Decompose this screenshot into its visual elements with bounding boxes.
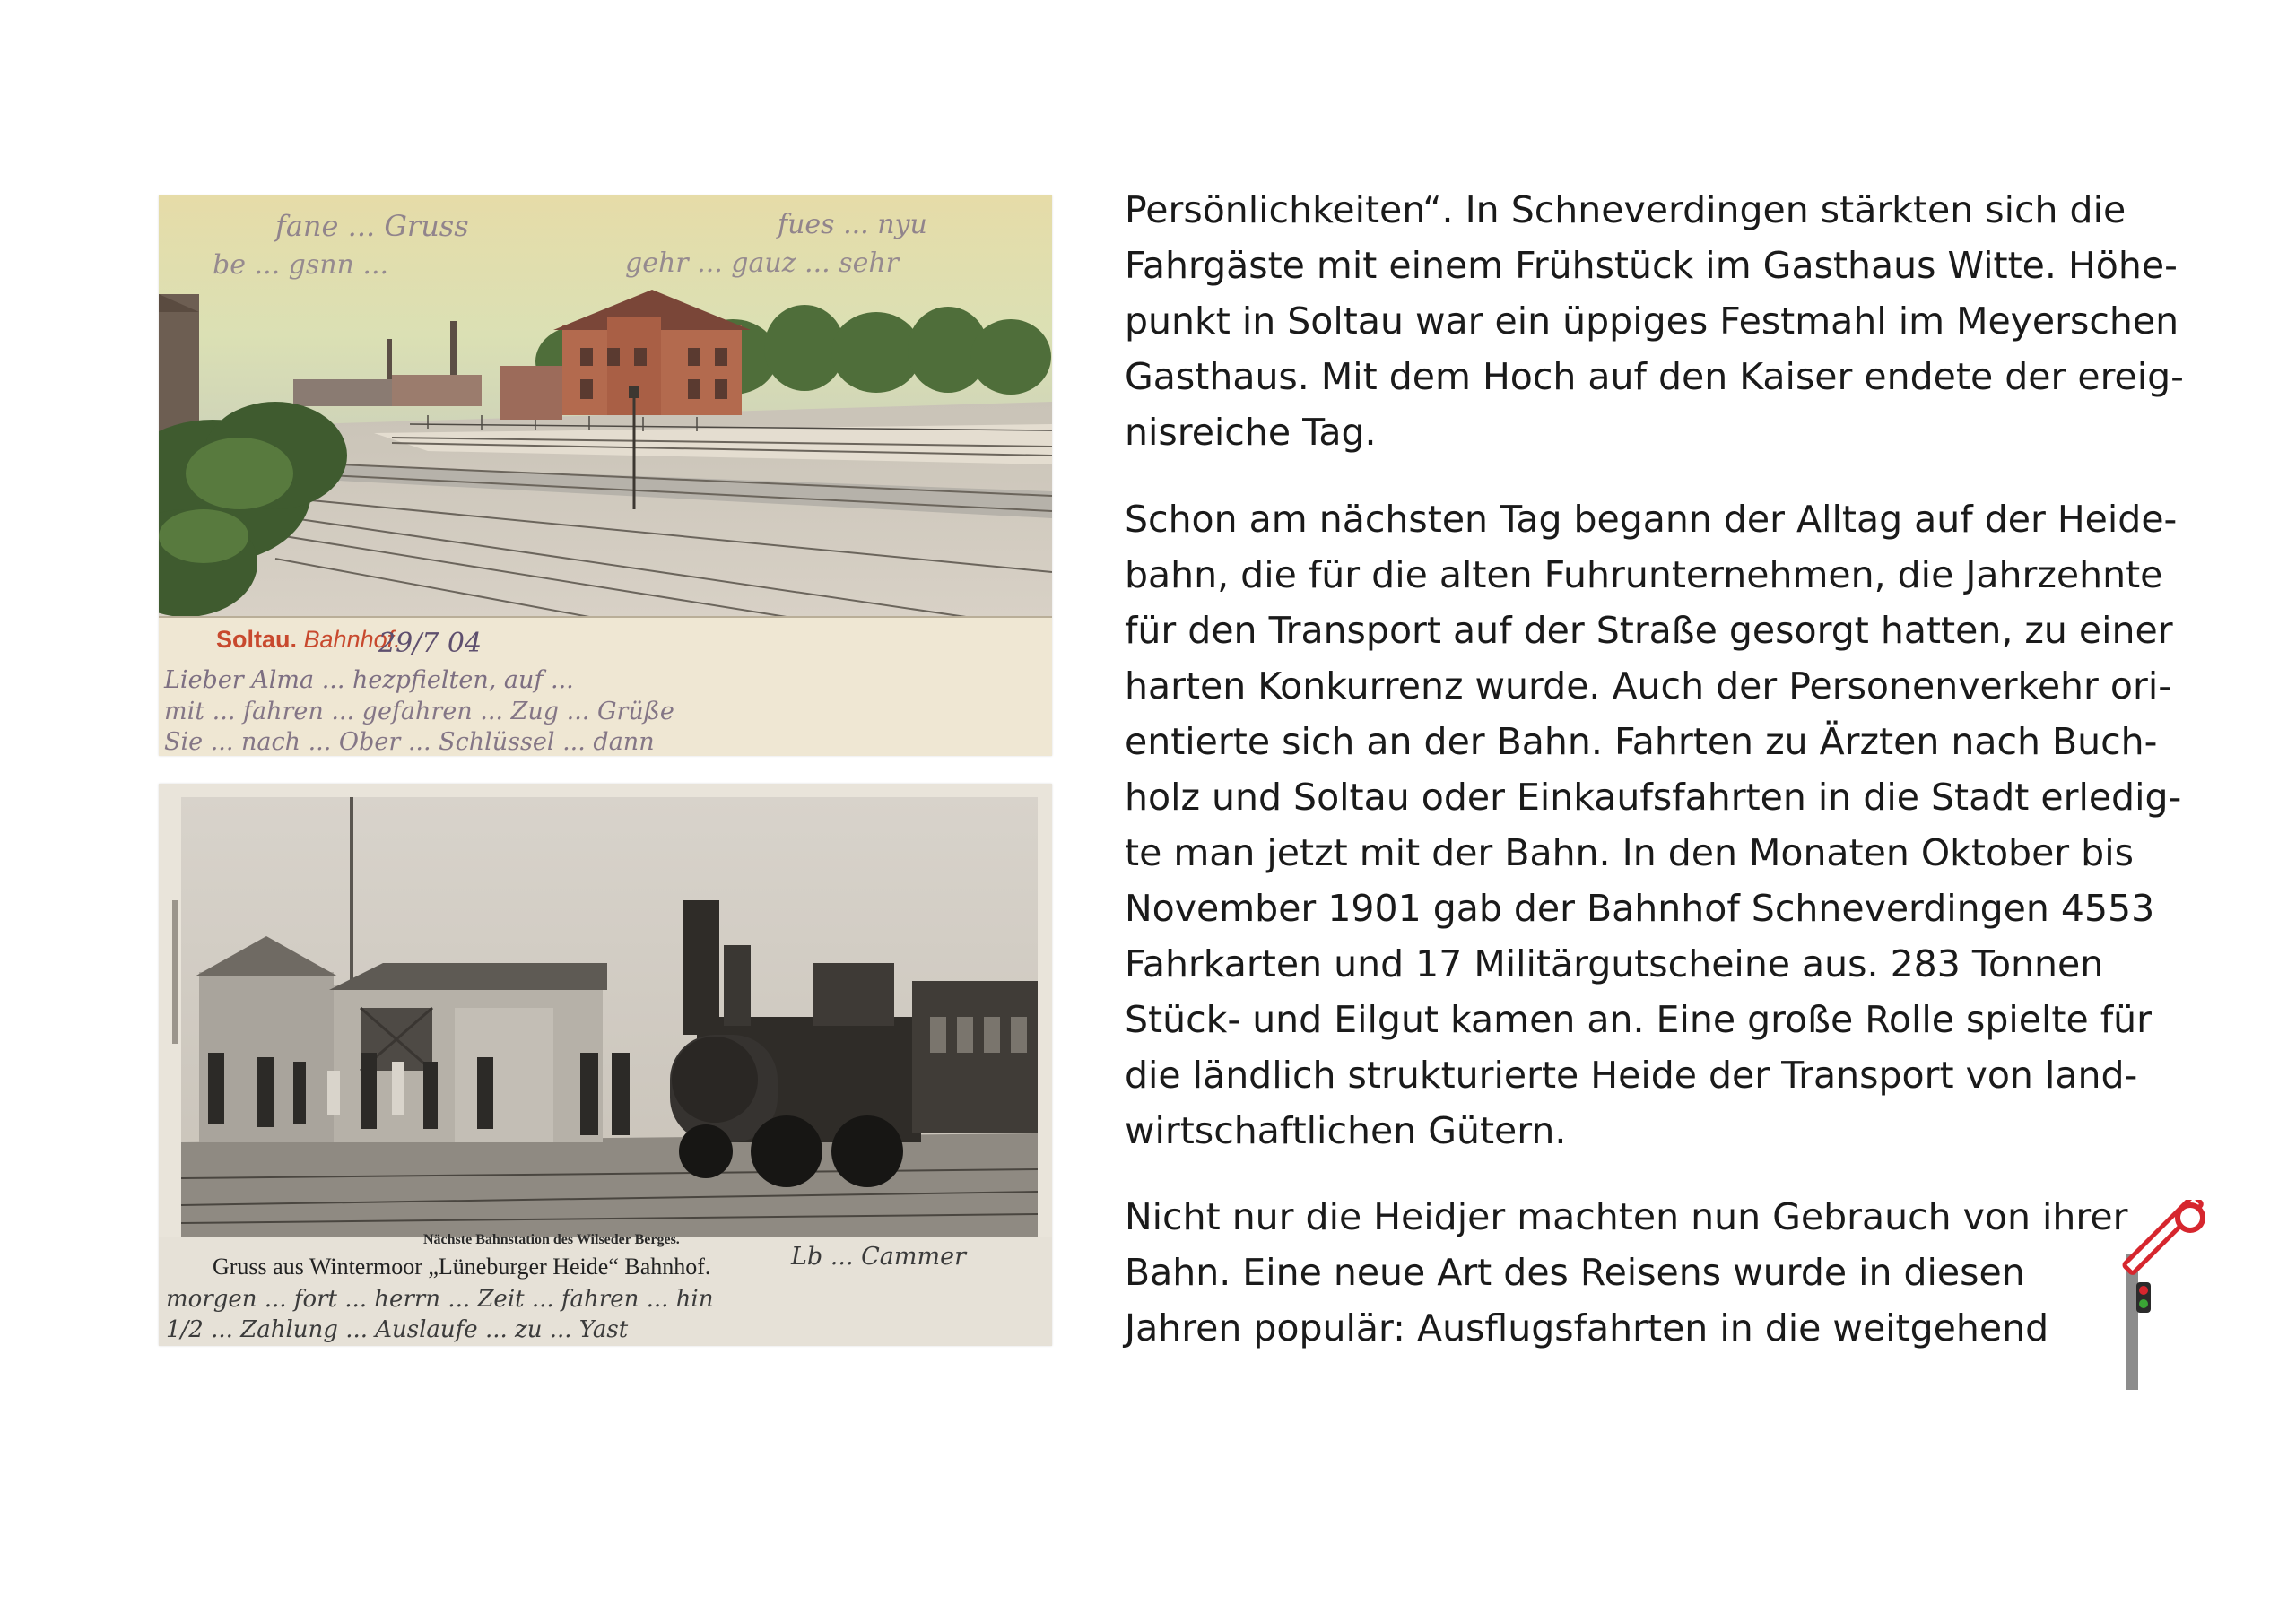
handwriting-line: gehr ... gauz ... sehr bbox=[625, 247, 900, 279]
handwriting-line: Sie ... nach ... Ober ... Schlüssel ... dann bbox=[164, 728, 655, 756]
handwriting-line: be ... gsnn ... bbox=[213, 249, 389, 281]
handwriting-line: fane ... Gruss bbox=[275, 209, 469, 243]
handwriting-line: Lieber Alma ... hezpfielten, auf ... bbox=[164, 666, 574, 694]
handwriting-line: morgen ... fort ... herrn ... Zeit ... fahren ... hin bbox=[166, 1286, 714, 1313]
handwriting-line: fues ... nyu bbox=[778, 209, 927, 240]
handwriting-line: Lb ... Cammer bbox=[791, 1243, 966, 1271]
postcard-soltau-bahnhof bbox=[159, 195, 1052, 756]
paragraph-text: Schon am nächsten Tag begann der Alltag auf der Heide-bahn, die für die alten Fuhrunternehmen, die Jahrzehnte für den Transport auf der Straße gesorgt hatten, zu einer harten Konkurrenz wurde. Auch der Personenverkehr ori-entierte sich an der Bahn. Fahrten zu Ärzten nach Buch-holz und Soltau oder Einkaufsfahrten in die Stadt erledig-te man jetzt mit der Bahn. In den Monaten Oktober bis November 1901 gab der Bahnhof Schneverdingen 4553 Fahrkarten und 17 Militärgutscheine aus. 283 Tonnen Stück- und Eilgut kamen an. Eine große Rolle spielte für die ländlich strukturierte Heide der Transport von land-wirtschaftlichen Gütern. bbox=[1125, 498, 2182, 1152]
handwriting-line: mit ... fahren ... gefahren ... Zug ... Grüße bbox=[164, 698, 674, 725]
paragraph-3 bbox=[1125, 1189, 2129, 1356]
paragraph-2 bbox=[1125, 491, 2210, 1159]
postcard-caption-place: Soltau. Bahnhof. bbox=[216, 626, 401, 653]
paragraph-1 bbox=[1125, 182, 2210, 460]
paragraph-text: Nicht nur die Heidjer machten nun Gebrauch von ihrer Bahn. Eine neue Art des Reisens wurde in diesen Jahren populär: Ausflugsfahrten in die weitgehend bbox=[1125, 1195, 2128, 1350]
postcard-wintermoor-bahnhof bbox=[159, 784, 1052, 1346]
handwriting-line: 1/2 ... Zahlung ... Auslaufe ... zu ... Yast bbox=[166, 1316, 629, 1343]
postcard-handwritten-date: 29/7 04 bbox=[378, 628, 483, 659]
railway-semaphore-signal-icon bbox=[2099, 1200, 2206, 1390]
postcard-greeting: Gruss aus Wintermoor „Lüneburger Heide“ Bahnhof. bbox=[213, 1254, 711, 1280]
paragraph-text: Persönlichkeiten“. In Schneverdingen stärkten sich die Fahrgäste mit einem Frühstück im Gasthaus Witte. Höhe-punkt in Soltau war ein üppiges Festmahl im Meyerschen Gasthaus. Mit dem Hoch auf den Kaiser endete der ereig-nisreiche Tag. bbox=[1125, 188, 2184, 454]
postcard-small-caption: Nächste Bahnstation des Wilseder Berges. bbox=[423, 1232, 680, 1247]
